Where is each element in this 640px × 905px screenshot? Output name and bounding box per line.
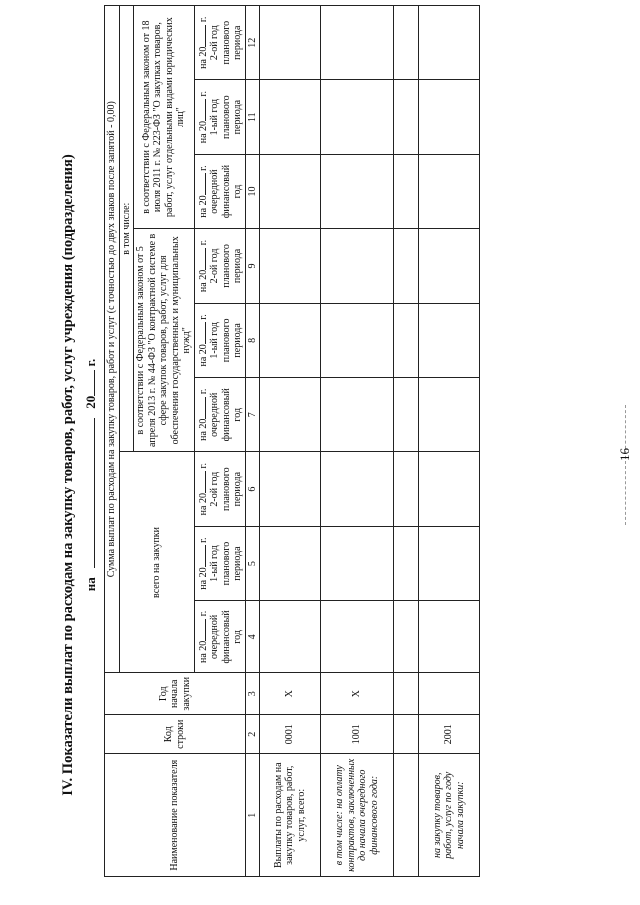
value-cell[interactable] <box>260 229 321 303</box>
value-cell[interactable] <box>321 80 394 154</box>
row-year: X <box>260 673 321 715</box>
column-number: 1 <box>245 754 260 877</box>
column-number: 11 <box>245 80 260 154</box>
margin-mark <box>625 405 626 525</box>
row-year: X <box>321 673 394 715</box>
column-number: 12 <box>245 6 260 80</box>
value-cell[interactable] <box>260 154 321 228</box>
value-cell[interactable] <box>419 526 480 600</box>
header-223fz: в соответствии с Федеральным законом от 18 июля 2011 г. № 223-ФЗ "О закупках товаров, работ, услуг отдельными видами юридических лиц" <box>134 6 195 229</box>
column-number: 2 <box>245 715 260 754</box>
row-year <box>419 673 480 715</box>
period-cell: на 20 г. 2-ой год планового периода <box>194 229 245 303</box>
value-cell[interactable] <box>321 154 394 228</box>
period-cell: на 20 г. 1-ый год планового периода <box>194 526 245 600</box>
value-cell[interactable] <box>260 601 321 673</box>
row-name <box>394 754 419 877</box>
value-cell[interactable] <box>260 6 321 80</box>
value-cell[interactable] <box>419 601 480 673</box>
header-incl: в том числе: <box>119 6 134 452</box>
column-number: 5 <box>245 526 260 600</box>
column-number: 10 <box>245 154 260 228</box>
value-cell[interactable] <box>419 154 480 228</box>
table-row <box>419 6 480 877</box>
value-cell[interactable] <box>419 452 480 526</box>
period-year: 20 г. <box>83 358 98 409</box>
header-total: всего на закупки <box>119 452 194 673</box>
row-code: 1001 <box>321 715 394 754</box>
row-name: в том числе: на оплату контрактов, заключенных до начала очередного финансового года: <box>321 754 394 877</box>
header-year: Год начала закупки <box>105 673 246 715</box>
column-number: 4 <box>245 601 260 673</box>
header-name: Наименование показателя <box>105 754 246 877</box>
value-cell[interactable] <box>419 378 480 452</box>
value-cell[interactable] <box>321 452 394 526</box>
column-number: 7 <box>245 378 260 452</box>
row-code: 0001 <box>260 715 321 754</box>
table-row <box>394 6 419 877</box>
column-number: 8 <box>245 303 260 377</box>
value-cell[interactable] <box>394 6 419 80</box>
value-cell[interactable] <box>394 526 419 600</box>
table-row <box>260 6 321 877</box>
period-cell: на 20 г. 2-ой год планового периода <box>194 6 245 80</box>
value-cell[interactable] <box>394 601 419 673</box>
row-code: 2001 <box>419 715 480 754</box>
value-cell[interactable] <box>394 80 419 154</box>
value-cell[interactable] <box>321 601 394 673</box>
value-cell[interactable] <box>260 452 321 526</box>
value-cell[interactable] <box>260 378 321 452</box>
row-name: Выплаты по расходам на закупку товаров, работ, услуг, всего: <box>260 754 321 877</box>
period-cell: на 20 г. очередной финансовый год <box>194 601 245 673</box>
value-cell[interactable] <box>394 154 419 228</box>
indicators-table <box>104 5 480 877</box>
value-cell[interactable] <box>260 526 321 600</box>
period-cell: на 20 г. 1-ый год планового периода <box>194 303 245 377</box>
value-cell[interactable] <box>321 378 394 452</box>
period-blank <box>82 418 95 568</box>
section-title: IV. Показатели выплат по расходам на закупку товаров, работ, услуг учреждения (подразделения) <box>60 154 76 796</box>
period-line <box>82 95 99 855</box>
value-cell[interactable] <box>419 80 480 154</box>
period-cell: на 20 г. очередной финансовый год <box>194 154 245 228</box>
value-cell[interactable] <box>419 303 480 377</box>
header-44fz: в соответствии с Федеральным законом от 5 апреля 2013 г. № 44-ФЗ "О контрактной системе в сфере закупок товаров, работ, услуг для обеспечения государственных и муниципальных нужд" <box>134 229 195 452</box>
page-number: 16 <box>617 448 632 461</box>
value-cell[interactable] <box>321 6 394 80</box>
table-row <box>321 6 394 877</box>
period-cell: на 20 г. 1-ый год планового периода <box>194 80 245 154</box>
column-number: 9 <box>245 229 260 303</box>
value-cell[interactable] <box>394 303 419 377</box>
header-code: Код строки <box>105 715 246 754</box>
row-code <box>394 715 419 754</box>
period-cell: на 20 г. очередной финансовый год <box>194 378 245 452</box>
value-cell[interactable] <box>260 303 321 377</box>
value-cell[interactable] <box>419 6 480 80</box>
column-numbers-row <box>245 6 260 877</box>
column-number: 3 <box>245 673 260 715</box>
value-cell[interactable] <box>260 80 321 154</box>
period-cell: на 20 г. 2-ой год планового периода <box>194 452 245 526</box>
header-sum: Сумма выплат по расходам на закупку товаров, работ и услуг (с точностью до двух знаков после запятой - 0,00) <box>105 6 120 673</box>
value-cell[interactable] <box>394 452 419 526</box>
period-prefix: на <box>83 577 98 592</box>
column-number: 6 <box>245 452 260 526</box>
value-cell[interactable] <box>321 303 394 377</box>
value-cell[interactable] <box>321 229 394 303</box>
row-name: на закупку товаров, работ, услуг по году начала закупки: <box>419 754 480 877</box>
value-cell[interactable] <box>321 526 394 600</box>
value-cell[interactable] <box>419 229 480 303</box>
row-year <box>394 673 419 715</box>
value-cell[interactable] <box>394 229 419 303</box>
value-cell[interactable] <box>394 378 419 452</box>
